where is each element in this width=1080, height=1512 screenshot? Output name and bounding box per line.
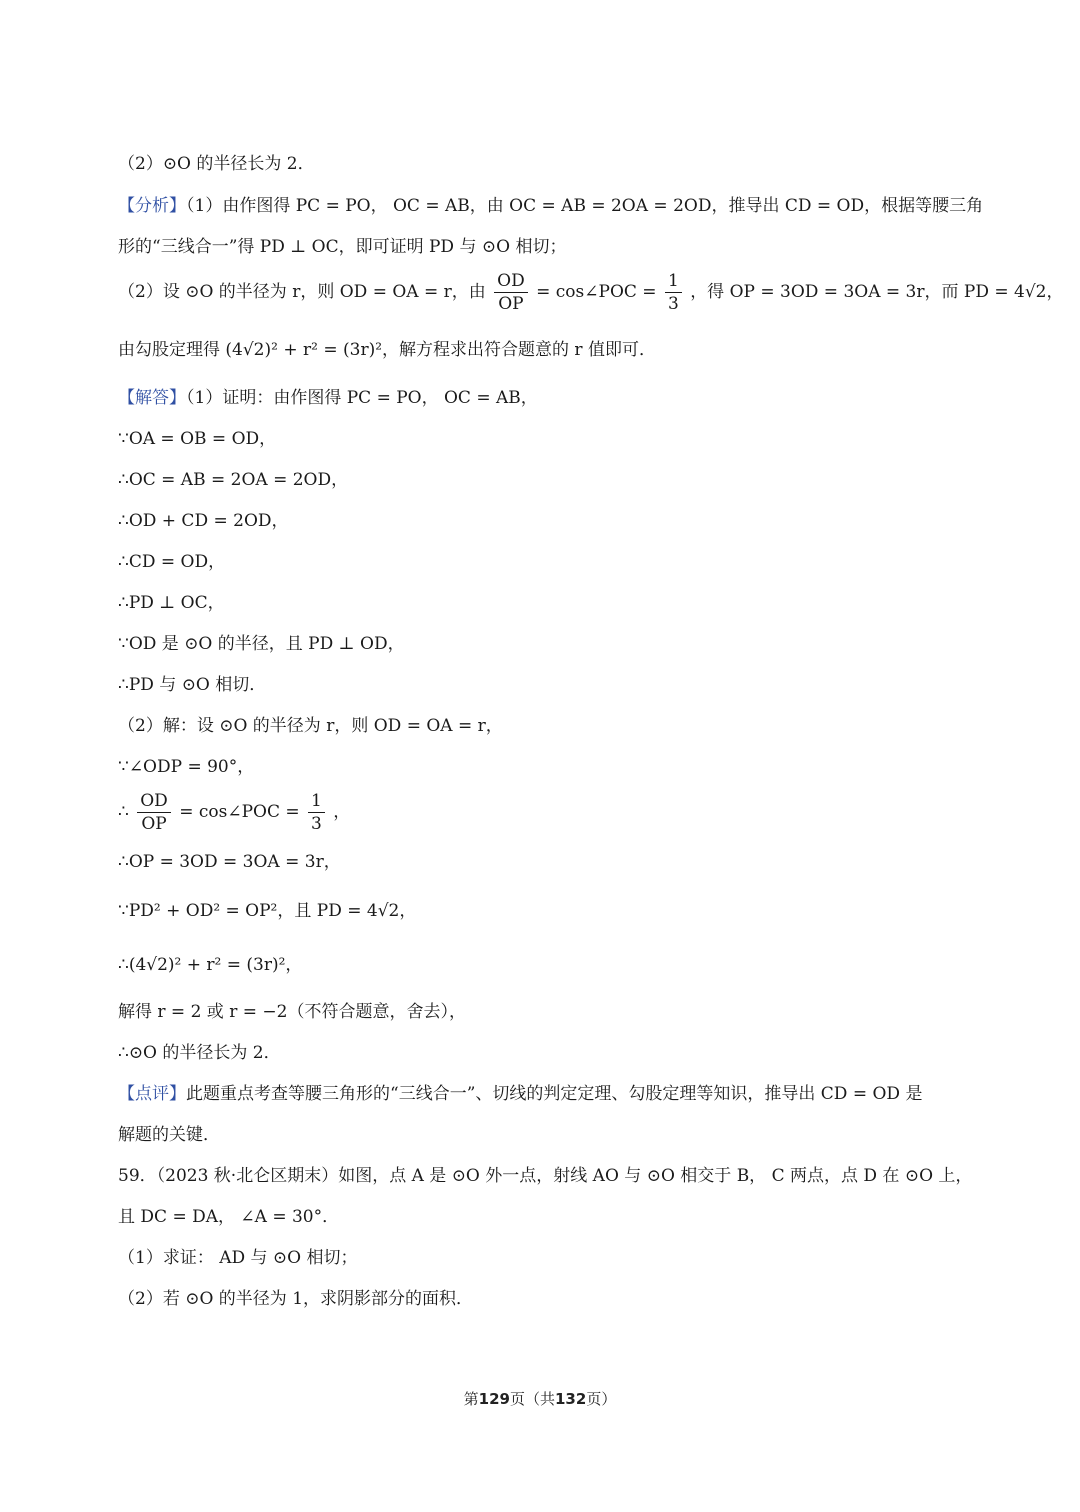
fraction-numerator: OD (494, 270, 528, 293)
solution-line-9: （2）解：设 ⊙O 的半径为 r，则 OD = OA = r， (118, 716, 503, 736)
problem59-line-1: 59．（2023 秋·北仑区期末）如图，点 A 是 ⊙O 外一点，射线 AO 与 ⊙O 相交于 B， C 两点，点 D 在 ⊙O 上， (118, 1166, 973, 1186)
solution-line-5: ∴CD = OD， (118, 552, 226, 572)
footer-page-number: 129 (478, 1390, 510, 1408)
fraction-od-op (137, 790, 171, 835)
fraction-denominator: 3 (311, 814, 322, 834)
fraction-denominator: OP (498, 294, 524, 314)
solution-line-14: ∴(4√2)² + r² = (3r)²， (118, 955, 303, 975)
solution-line-3: ∴OC = AB = 2OA = 2OD， (118, 470, 349, 490)
comment-text-1: 此题重点考查等腰三角形的“三线合一”、切线的判定定理、勾股定理等知识，推导出 CD = OD 是 (186, 1084, 923, 1104)
comment-line-2: 解题的关键． (118, 1125, 220, 1145)
solution-line-11 (118, 790, 350, 835)
footer-post: 页） (586, 1390, 617, 1408)
analysis-line-2: 形的“三线合一”得 PD ⊥ OC，即可证明 PD 与 ⊙O 相切； (118, 237, 567, 257)
fraction-denominator: OP (141, 814, 167, 834)
footer-total-pages: 132 (555, 1390, 587, 1408)
fraction-one-third (665, 270, 682, 315)
solution-line-15: 解得 r = 2 或 r = −2（不符合题意，舍去）， (118, 1002, 466, 1022)
part2-result: （2）⊙O 的半径长为 2． (118, 154, 315, 174)
solution-line-11-mid: = cos∠POC = (179, 802, 300, 822)
fraction-numerator: OD (137, 790, 171, 813)
solution-line-1 (118, 386, 538, 410)
analysis-text-1: （1）由作图得 PC = PO， OC = AB，由 OC = AB = 2OA = 2OD，推导出 CD = OD，根据等腰三角 (186, 196, 984, 216)
analysis-line-3-pre: （2）设 ⊙O 的半径为 r，则 OD = OA = r，由 (118, 282, 486, 302)
solution-line-10: ∵∠ODP = 90°， (118, 757, 255, 777)
solution-line-11-post: ， (333, 802, 351, 822)
page-footer (0, 1388, 1080, 1409)
analysis-line-4: 由勾股定理得 (4√2)² + r² = (3r)²，解方程求出符合题意的 r 值即可． (118, 340, 656, 360)
solution-line-13: ∵PD² + OD² = OP²，且 PD = 4√2， (118, 901, 417, 921)
analysis-line-1 (118, 194, 983, 218)
fraction-one-third (308, 790, 325, 835)
solution-line-4: ∴OD + CD = 2OD， (118, 511, 289, 531)
problem59-question-1: （1）求证： AD 与 ⊙O 相切； (118, 1248, 358, 1268)
solution-line-2: ∵OA = OB = OD， (118, 429, 277, 449)
solution-tag: 【解答】 (118, 388, 186, 408)
problem59-line-2: 且 DC = DA， ∠A = 30°． (118, 1207, 340, 1227)
analysis-line-3 (118, 270, 1063, 315)
solution-line-11-pre: ∴ (118, 802, 129, 822)
solution-line-12: ∴OP = 3OD = 3OA = 3r， (118, 852, 341, 872)
problem59-question-2: （2）若 ⊙O 的半径为 1，求阴影部分的面积． (118, 1289, 474, 1309)
comment-tag: 【点评】 (118, 1084, 186, 1104)
fraction-numerator: 1 (665, 270, 682, 293)
analysis-tag: 【分析】 (118, 196, 186, 216)
solution-text-1: （1）证明：由作图得 PC = PO， OC = AB， (186, 388, 538, 408)
solution-line-6: ∴PD ⊥ OC， (118, 593, 225, 613)
analysis-line-3-post: ，得 OP = 3OD = 3OA = 3r，而 PD = 4√2， (690, 282, 1064, 302)
comment-line-1 (118, 1082, 922, 1106)
footer-pre: 第 (463, 1390, 479, 1408)
fraction-numerator: 1 (308, 790, 325, 813)
solution-line-16: ∴⊙O 的半径长为 2． (118, 1043, 281, 1063)
fraction-denominator: 3 (667, 294, 679, 314)
solution-line-7: ∵OD 是 ⊙O 的半径，且 PD ⊥ OD， (118, 634, 405, 654)
footer-mid: 页（共 (509, 1390, 555, 1408)
analysis-line-3-mid: = cos∠POC = (536, 282, 657, 302)
fraction-od-op (494, 270, 528, 315)
solution-line-8: ∴PD 与 ⊙O 相切． (118, 675, 267, 695)
